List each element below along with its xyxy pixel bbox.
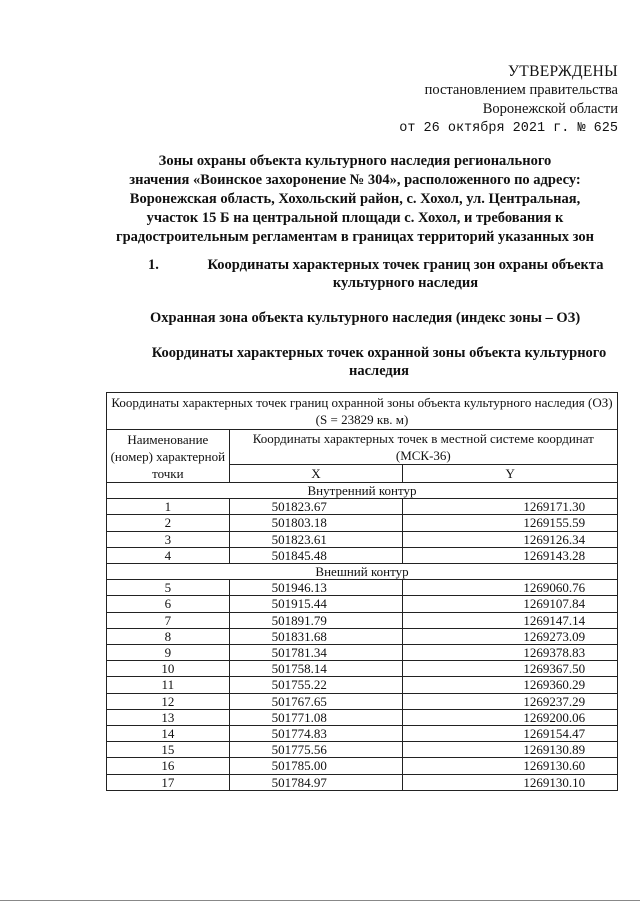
table-row bbox=[107, 531, 618, 547]
y-coordinate: 1269171.30 bbox=[403, 499, 618, 515]
zone-heading: Охранная зона объекта культурного наследия (индекс зоны – ОЗ) bbox=[150, 310, 581, 326]
document-title bbox=[95, 152, 615, 247]
table-caption: Координаты характерных точек границ охранной зоны объекта культурного наследия (ОЗ) (S = 23829 кв. м) bbox=[107, 393, 618, 430]
x-coordinate: 501774.83 bbox=[229, 726, 403, 742]
x-coordinate: 501775.56 bbox=[229, 742, 403, 758]
y-coordinate: 1269130.89 bbox=[403, 742, 618, 758]
x-coordinate: 501891.79 bbox=[229, 612, 403, 628]
approval-date: от 26 октября 2021 г. № 625 bbox=[399, 121, 618, 136]
table-row bbox=[107, 693, 618, 709]
y-coordinate: 1269200.06 bbox=[403, 709, 618, 725]
table-row bbox=[107, 645, 618, 661]
y-coordinate: 1269237.29 bbox=[403, 693, 618, 709]
y-coordinate: 1269273.09 bbox=[403, 628, 618, 644]
x-coordinate: 501845.48 bbox=[229, 547, 403, 563]
y-coordinate: 1269154.47 bbox=[403, 726, 618, 742]
title-line-4: участок 15 Б на центральной площади с. Хохол, и требования к bbox=[146, 210, 564, 226]
y-coordinate: 1269360.29 bbox=[403, 677, 618, 693]
section-1-heading bbox=[148, 256, 618, 292]
x-coordinate: 501767.65 bbox=[229, 693, 403, 709]
title-line-1: Зоны охраны объекта культурного наследия регионального bbox=[158, 153, 552, 169]
x-coordinate: 501803.18 bbox=[229, 515, 403, 531]
point-number: 3 bbox=[107, 531, 230, 547]
table-row bbox=[107, 758, 618, 774]
table-row bbox=[107, 677, 618, 693]
table-row bbox=[107, 515, 618, 531]
table-row bbox=[107, 499, 618, 515]
section-number: 1. bbox=[148, 257, 159, 273]
coordinates-table bbox=[106, 392, 618, 791]
point-number: 1 bbox=[107, 499, 230, 515]
point-number: 17 bbox=[107, 774, 230, 790]
y-coordinate: 1269130.10 bbox=[403, 774, 618, 790]
approval-block bbox=[318, 62, 618, 138]
point-number: 4 bbox=[107, 547, 230, 563]
column-header-x: X bbox=[229, 465, 403, 483]
table-row bbox=[107, 661, 618, 677]
y-coordinate: 1269367.50 bbox=[403, 661, 618, 677]
x-coordinate: 501785.00 bbox=[229, 758, 403, 774]
x-coordinate: 501915.44 bbox=[229, 596, 403, 612]
x-coordinate: 501771.08 bbox=[229, 709, 403, 725]
table-row bbox=[107, 580, 618, 596]
point-number: 6 bbox=[107, 596, 230, 612]
point-number: 15 bbox=[107, 742, 230, 758]
section-text-line-2: культурного наследия bbox=[332, 275, 479, 291]
column-header-point-name: Наименование (номер) характерной точки bbox=[107, 430, 230, 483]
y-coordinate: 1269107.84 bbox=[403, 596, 618, 612]
sub-heading-line-1: Координаты характерных точек охранной зоны объекта культурного bbox=[151, 345, 607, 361]
x-coordinate: 501823.67 bbox=[229, 499, 403, 515]
approval-heading: УТВЕРЖДЕНЫ bbox=[508, 63, 618, 80]
approval-line-2: Воронежской области bbox=[482, 101, 618, 117]
x-coordinate: 501831.68 bbox=[229, 628, 403, 644]
table-row bbox=[107, 774, 618, 790]
point-number: 16 bbox=[107, 758, 230, 774]
y-coordinate: 1269147.14 bbox=[403, 612, 618, 628]
table-row bbox=[107, 628, 618, 644]
column-header-y: Y bbox=[403, 465, 618, 483]
outer-contour-label: Внешний контур bbox=[107, 564, 618, 580]
table-row bbox=[107, 596, 618, 612]
point-number: 8 bbox=[107, 628, 230, 644]
point-number: 5 bbox=[107, 580, 230, 596]
y-coordinate: 1269126.34 bbox=[403, 531, 618, 547]
point-number: 10 bbox=[107, 661, 230, 677]
title-line-2: значения «Воинское захоронение № 304», расположенного по адресу: bbox=[129, 172, 581, 188]
point-number: 11 bbox=[107, 677, 230, 693]
point-number: 7 bbox=[107, 612, 230, 628]
sub-heading bbox=[140, 344, 618, 380]
y-coordinate: 1269143.28 bbox=[403, 547, 618, 563]
x-coordinate: 501758.14 bbox=[229, 661, 403, 677]
point-number: 14 bbox=[107, 726, 230, 742]
y-coordinate: 1269155.59 bbox=[403, 515, 618, 531]
title-line-5: градостроительным регламентам в границах территорий указанных зон bbox=[115, 229, 594, 245]
x-coordinate: 501946.13 bbox=[229, 580, 403, 596]
x-coordinate: 501781.34 bbox=[229, 645, 403, 661]
x-coordinate: 501784.97 bbox=[229, 774, 403, 790]
point-number: 12 bbox=[107, 693, 230, 709]
column-header-coordinates: Координаты характерных точек в местной системе координат (МСК-36) bbox=[229, 430, 617, 465]
point-number: 9 bbox=[107, 645, 230, 661]
sub-heading-line-2: наследия bbox=[349, 363, 409, 379]
table-row bbox=[107, 612, 618, 628]
approval-line-1: постановлением правительства bbox=[424, 82, 618, 98]
point-number: 13 bbox=[107, 709, 230, 725]
page-bottom-line bbox=[0, 900, 640, 901]
y-coordinate: 1269130.60 bbox=[403, 758, 618, 774]
x-coordinate: 501823.61 bbox=[229, 531, 403, 547]
y-coordinate: 1269060.76 bbox=[403, 580, 618, 596]
table-row bbox=[107, 709, 618, 725]
table-row bbox=[107, 726, 618, 742]
point-number: 2 bbox=[107, 515, 230, 531]
title-line-3: Воронежская область, Хохольский район, с. Хохол, ул. Центральная, bbox=[129, 191, 581, 207]
y-coordinate: 1269378.83 bbox=[403, 645, 618, 661]
x-coordinate: 501755.22 bbox=[229, 677, 403, 693]
table-row bbox=[107, 547, 618, 563]
table-row bbox=[107, 742, 618, 758]
inner-contour-label: Внутренний контур bbox=[107, 483, 618, 499]
section-text-line-1: Координаты характерных точек границ зон охраны объекта bbox=[207, 257, 604, 273]
